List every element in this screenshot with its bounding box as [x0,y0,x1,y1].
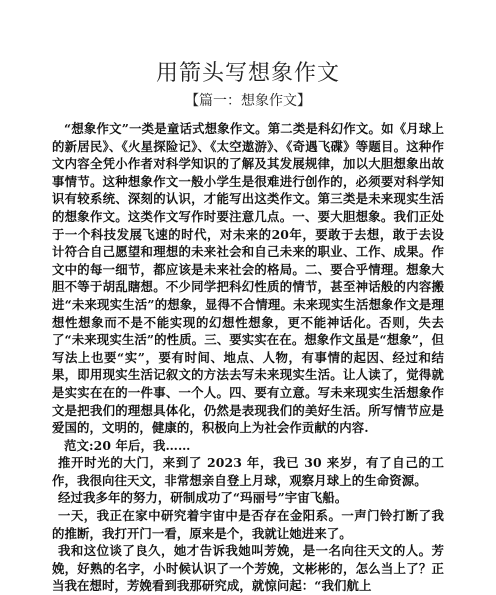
document-title: 用箭头写想象作文 [155,61,340,86]
document-subtitle: 【篇一：想象作文】 [185,93,311,109]
body-paragraph: 经过我多年的努力，研制成功了“玛丽号”宇宙飞船。 [58,490,348,506]
body-paragraph: 范文:20 年后，我…… [64,437,191,453]
body-paragraph: 我和这位谈了良久，她才告诉我她叫芳娩，是一名向往天文的人。芳娩，好熟的名字，小时候认识了一个芳娩，文彬彬的，怎么当上了？正当我在想时，芳娩看到我那研究成，就惊问起：“我们航上 [52,543,444,594]
body-paragraph: 推开时光的大门，来到了 2023 年，我已 30 来岁，有了自己的工作，我很向往天文，非常想亲自登上月球，观察月球上的生命资源。 [52,455,444,488]
body-paragraph: 一天，我正在家中研究着宇宙中是否存在金阳系。一声门铃打断了我的推断，我打开门一看，原来是个，我就让她进来了。 [52,508,444,541]
document-body [52,120,444,595]
body-paragraph: “想象作文”一类是童话式想象作文。第二类是科幻作文。如《月球上的新居民》、《火星探险记》、《太空遨游》、《奇遇飞碟》等题目。这种作文内容全凭小作者对科学知识的了解及其发展规律，加以大胆想象出故事情节。这种想象作文一般小学生是很难进行创作的，必须要对科学知识有较系统、深刻的认识，才能写出这类作文。第三类是未来现实生活的想象作文。这类作文写作时要注意几点。一、要大胆想象。我们正处于一个科技发展飞速的时代，对未来的20年，要敢于去想，敢于去设计符合自己愿望和理想的未来社会和自己未来的职业、工作、成果。作文中的每一细节，都应该是未来社会的格局。二、要合乎情理。想象大胆不等于胡乱瞎想。不少同学把科幻性质的情节，甚至神话般的内容搬进“未来现实生活”的想象，显得不合情理。未来现实生活想象作文是理想性想象而不是不能实现的幻想性想象，更不能神话化。否则，失去了“未来现实生活”的性质。三、要实实在在。想象作文虽是“想象”，但写法上也要“实”，要有时间、地点、人物，有事情的起因、经过和结果，即用现实生活记叙文的方法去写未来现实生活。让人读了，觉得就是实实在在的一件事、一个人。四、要有立意。写未来现实生活想象作文是把我们的理想具体化，仍然是表现我们的美好生活。所写情节应是爱国的，文明的，健康的，积极向上为社会作贡献的内容. [52,121,444,436]
